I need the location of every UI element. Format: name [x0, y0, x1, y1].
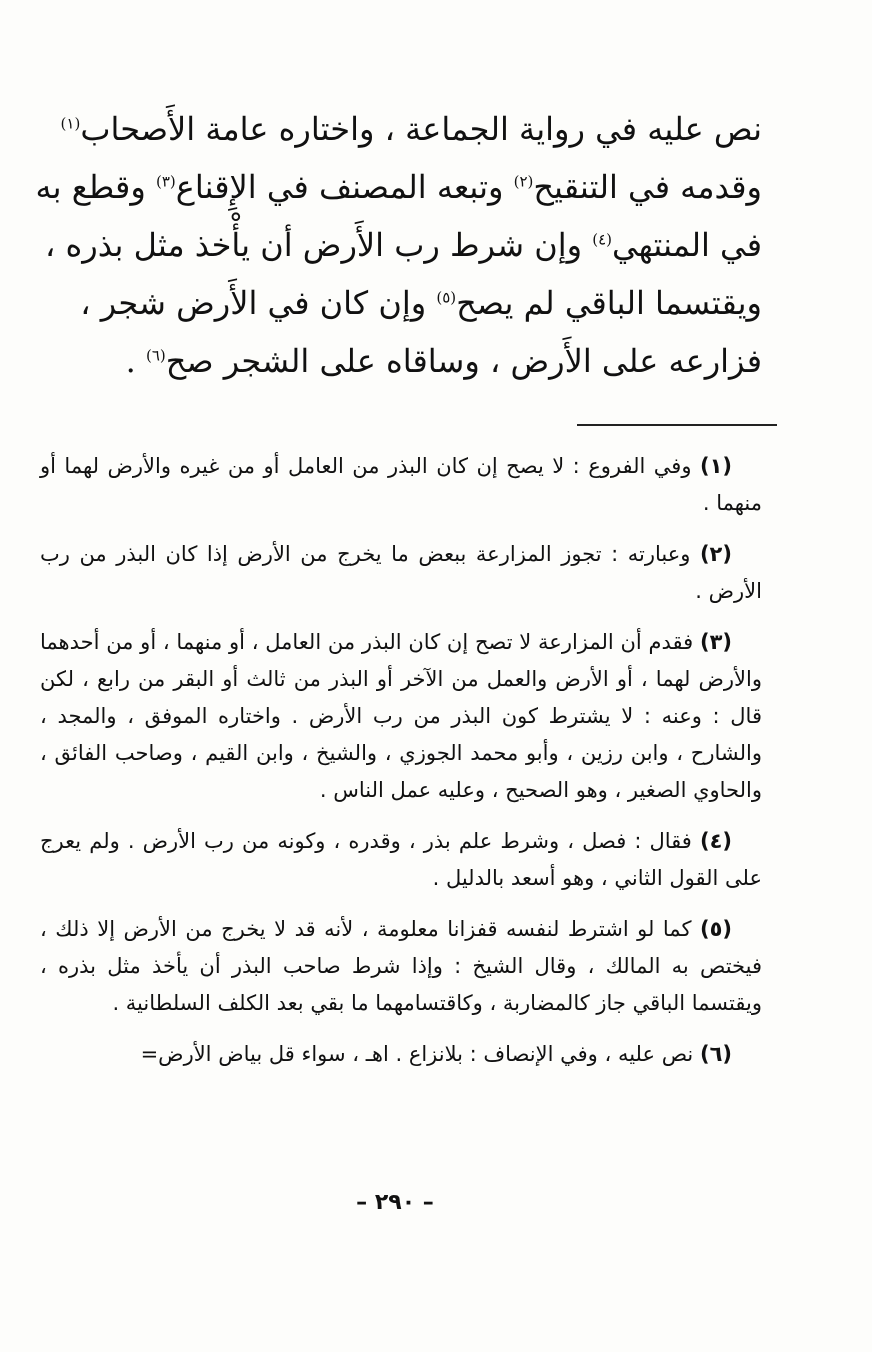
footnote-2	[40, 536, 762, 610]
footnote-text: وعبارته : تجوز المزارعة ببعض ما يخرج من الأرض إذا كان البذر من رب الأرض .	[40, 542, 762, 603]
main-text-segment: وقطع به	[35, 168, 146, 206]
main-text	[35, 100, 762, 390]
footnote-number: (٤)	[699, 829, 732, 853]
footnote-text: نص عليه ، وفي الإنصاف : بلانزاع . اهـ ، سواء قل بياض الأرض=	[140, 1042, 694, 1066]
footnote-mark-5[interactable]: (٥)	[436, 288, 457, 307]
main-text-segment: وإن كان في الأَرض شجر ،	[80, 284, 427, 322]
footnote-number: (١)	[699, 454, 732, 478]
main-text-segment: في المنتهي	[611, 226, 762, 264]
main-line-4	[80, 274, 762, 332]
main-line-1	[60, 100, 762, 158]
footnote-text: فقال : فصل ، وشرط علم بذر ، وقدره ، وكونه من رب الأرض . ولم يعرج على القول الثاني ، وهو أسعد بالدليل .	[40, 829, 762, 890]
footnote-3	[40, 624, 762, 809]
footnote-mark-1[interactable]: (١)	[60, 114, 81, 133]
main-line-2	[35, 158, 762, 216]
main-text-segment: وتبعه المصنف في الإِقناع	[175, 168, 504, 206]
footnote-number: (٦)	[699, 1042, 732, 1066]
main-line-5	[125, 332, 762, 390]
footnote-6	[40, 1036, 762, 1073]
main-text-segment: وإن شرط رب الأَرض أن يأْخذ مثل بذره ،	[44, 226, 583, 264]
footnote-4	[40, 823, 762, 897]
footnote-mark-4[interactable]: (٤)	[592, 230, 612, 249]
main-text-segment: وقدمه في التنقيح	[533, 168, 762, 206]
footnote-text: فقدم أن المزارعة لا تصح إن كان البذر من العامل ، أو منهما ، أو من أحدهما والأرض لهما ، أو الأرض والعمل من الآخر أو البذر من ثالث أو البقر من رابع ، لكن قال : وعنه : لا يشترط كون البذر من رب الأرض . واختاره الموفق ، والمجد ، والشارح ، وابن رزين ، وأبو محمد الجوزي ، والشيخ ، وابن القيم ، وصاحب الفائق ، والحاوي الصغير ، وهو الصحيح ، وعليه عمل الناس .	[40, 630, 762, 802]
footnote-mark-3[interactable]: (٣)	[155, 172, 176, 191]
footnote-mark-6[interactable]: (٦)	[145, 346, 166, 365]
main-text-segment: نص عليه في رواية الجماعة ، واختاره عامة الأَصحاب	[80, 110, 762, 148]
footnote-1	[40, 448, 762, 522]
footnotes	[40, 448, 762, 1087]
footnote-number: (٥)	[699, 917, 732, 941]
footnote-text: كما لو اشترط لنفسه قفزانا معلومة ، لأنه قد لا يخرج من الأرض إلا ذلك ، فيختص به المالك ، وقال الشيخ : وإذا شرط صاحب البذر أن يأخذ مثل بذره ، ويقتسما الباقي جاز كالمضاربة ، وكاقتسامهما ما بقي بعد الكلف السلطانية .	[40, 917, 762, 1015]
footnote-separator	[577, 424, 777, 426]
footnote-mark-2[interactable]: (٢)	[513, 172, 534, 191]
main-text-segment: ويقتسما الباقي لم يصح	[456, 284, 762, 322]
page-number: – ٢٩٠ –	[356, 1190, 434, 1215]
footnote-number: (٢)	[699, 542, 732, 566]
main-text-segment: .	[125, 342, 136, 380]
footnote-5	[40, 911, 762, 1022]
footnote-text: وفي الفروع : لا يصح إن كان البذر من العامل أو من غيره والأرض لهما أو منهما .	[40, 454, 762, 515]
footnote-number: (٣)	[699, 630, 732, 654]
main-text-segment: فزارعه على الأَرض ، وساقاه على الشجر صح	[165, 342, 762, 380]
main-line-3	[44, 216, 762, 274]
